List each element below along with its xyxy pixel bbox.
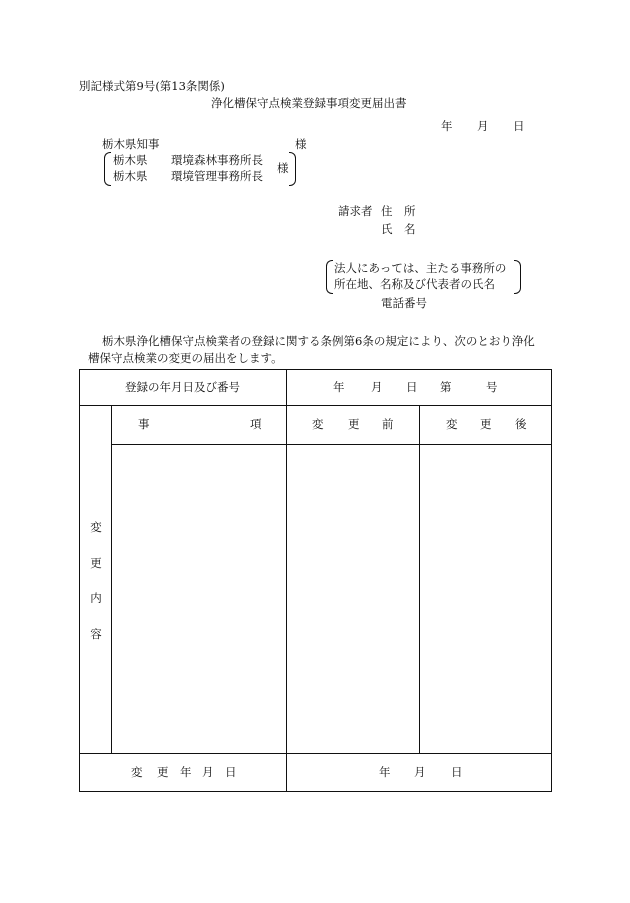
offices-open-bracket [104, 152, 111, 186]
table-col-divider-before [419, 405, 420, 753]
name-label: 氏 名 [381, 222, 416, 236]
date-year-label: 年 [441, 119, 453, 133]
change-content-side-label [89, 522, 103, 664]
side-label-char: 更 [90, 555, 102, 570]
side-label-char: 変 [90, 520, 102, 534]
date-day-label: 日 [513, 119, 525, 133]
change-date-char: 年 [180, 765, 192, 779]
change-day-label: 日 [451, 765, 463, 779]
col-item-char: 項 [250, 417, 262, 431]
change-year-label: 年 [379, 765, 391, 779]
col-after-char: 更 [480, 417, 492, 431]
corp-note-open-bracket [326, 260, 333, 294]
col-before-char: 更 [348, 417, 360, 431]
change-date-char: 変 [131, 765, 143, 779]
table-row-divider-3 [80, 753, 551, 754]
table-col-divider-date [286, 753, 287, 792]
form-number: 別記様式第9号(第13条関係) [79, 79, 225, 93]
corp-note-line1: 法人にあっては、主たる事務所の [334, 261, 507, 275]
office-2-pref: 栃木県 [113, 169, 148, 183]
offices-close-bracket [289, 152, 296, 186]
applicant-label: 請求者 [338, 204, 373, 218]
date-month-label: 月 [477, 119, 489, 133]
col-before-char: 前 [382, 417, 394, 431]
office-1-pref: 栃木県 [113, 153, 148, 167]
col-item-char: 事 [138, 417, 150, 431]
table-col-divider-item [286, 405, 287, 753]
corp-note-close-bracket [514, 260, 521, 294]
address-label: 住 所 [381, 204, 416, 218]
registration-label: 登録の年月日及び番号 [125, 380, 240, 394]
offices-honorific: 様 [277, 161, 289, 175]
office-2-name: 環境管理事務所長 [171, 169, 263, 183]
reg-year-label: 年 [333, 380, 345, 394]
reg-gou-label: 号 [486, 380, 498, 394]
addressee-governor: 栃木県知事 [102, 137, 160, 151]
body-text-line1: 栃木県浄化槽保守点検業者の登録に関する条例第6条の規定により、次のとおり浄化 [102, 334, 535, 348]
change-date-char: 日 [225, 765, 237, 779]
change-month-label: 月 [414, 765, 426, 779]
col-after-char: 後 [515, 417, 527, 431]
body-text-line2: 槽保守点検業の変更の届出をします。 [88, 351, 283, 365]
corp-note-line2: 所在地、名称及び代表者の氏名 [334, 277, 495, 291]
table-col-divider-reg [286, 370, 287, 405]
form-title: 浄化槽保守点検業登録事項変更届出書 [211, 96, 407, 110]
governor-honorific: 様 [295, 137, 307, 151]
table-row-divider-1 [80, 405, 551, 406]
side-label-char: 内 [90, 591, 102, 605]
col-before-char: 変 [312, 417, 324, 431]
change-date-char: 更 [157, 765, 169, 779]
phone-label: 電話番号 [381, 296, 427, 310]
table-col-divider-side [111, 405, 112, 753]
change-date-char: 月 [202, 765, 214, 779]
col-after-char: 変 [446, 417, 458, 431]
table-row-divider-2 [111, 444, 551, 445]
reg-month-label: 月 [371, 380, 383, 394]
reg-dai-label: 第 [440, 380, 452, 394]
change-content-table [79, 369, 552, 792]
reg-day-label: 日 [406, 380, 418, 394]
office-1-name: 環境森林事務所長 [171, 153, 263, 167]
side-label-char: 容 [90, 626, 102, 641]
